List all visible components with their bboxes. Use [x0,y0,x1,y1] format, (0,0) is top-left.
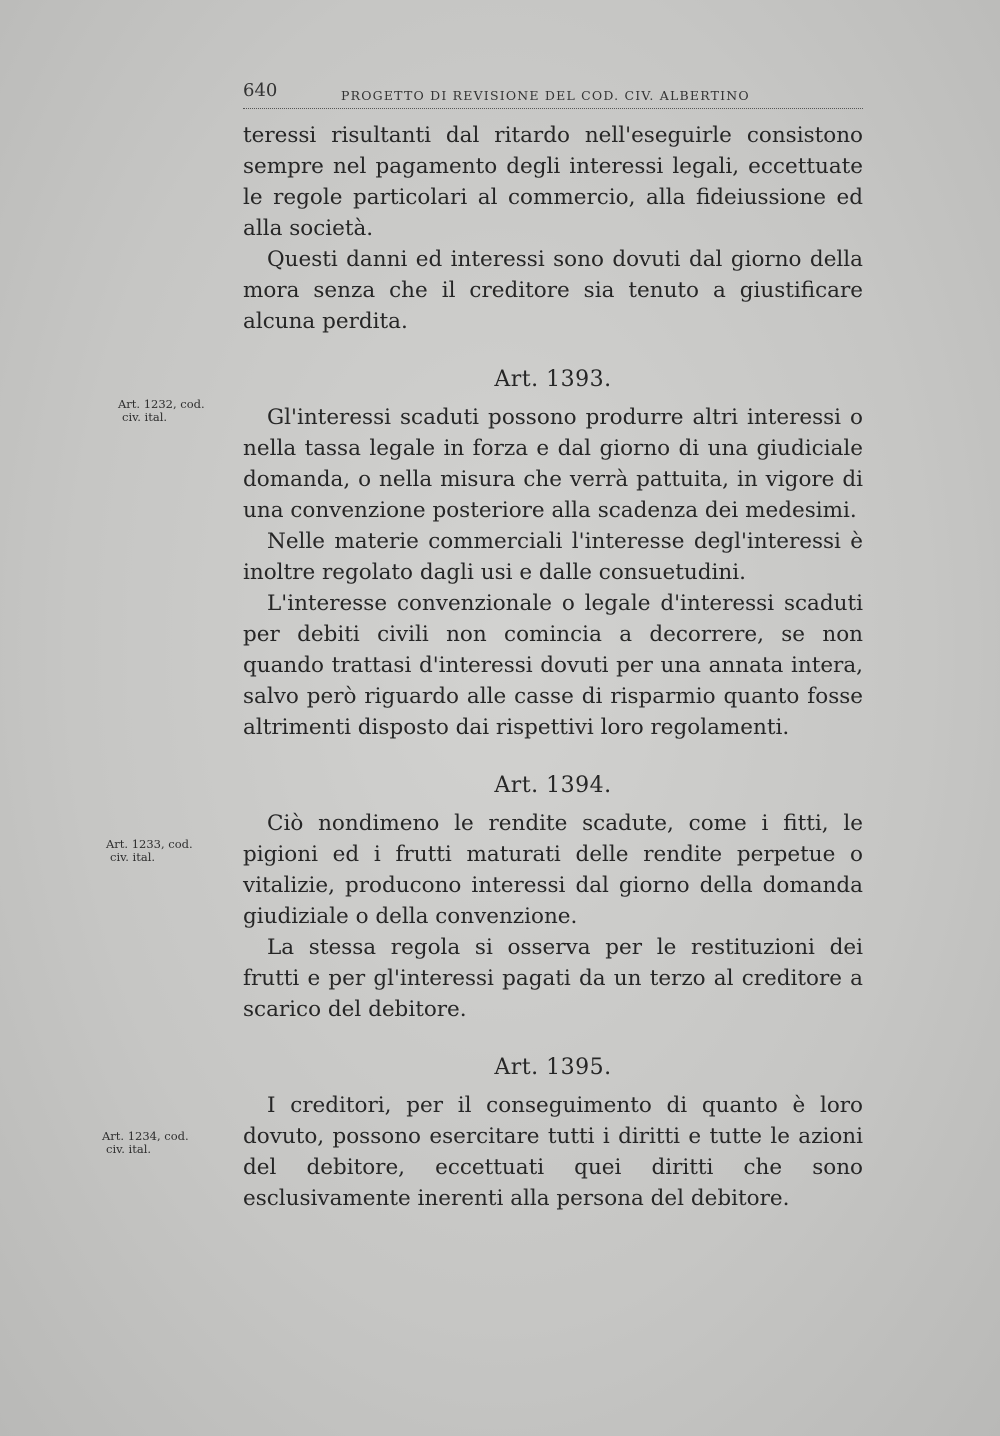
paragraph: Questi danni ed interessi sono dovuti dal giorno della mora senza che il creditore sia tenuto a giustificare alcuna perdita. [243,247,863,334]
margin-note-line2: civ. ital. [106,1142,152,1156]
paragraph: I creditori, per il conseguimento di quanto è loro dovuto, possono esercitare tutti i diritti e tutte le azioni del debitore, eccettuati quei diritti che sono esclusivamente inerenti alla persona del debitore. [243,1093,863,1211]
paragraph: Ciò nondimeno le rendite scadute, come i fitti, le pigioni ed i frutti maturati delle rendite perpetue o vitalizie, producono interessi dal giorno della domanda giudiziale o della convenzione. [243,811,863,929]
margin-note-line2: civ. ital. [122,410,168,424]
running-title: PROGETTO DI REVISIONE DEL COD. CIV. ALBERTINO [341,88,750,103]
article-heading: Art. 1394. [494,773,612,798]
page-header [243,74,863,109]
margin-note-line2: civ. ital. [110,850,156,864]
paragraph: La stessa regola si osserva per le restituzioni dei frutti e per gl'interessi pagati da un terzo al creditore a scarico del debitore. [243,935,863,1022]
page-number: 640 [243,80,278,101]
paragraph: L'interesse convenzionale o legale d'interessi scaduti per debiti civili non comincia a decorrere, se non quando trattasi d'interessi dovuti per una annata intera, salvo però riguardo alle casse di risparmio quanto fosse altrimenti disposto dai rispettivi loro regolamenti. [243,591,863,740]
article-heading: Art. 1395. [494,1055,612,1080]
article-heading: Art. 1393. [494,367,612,392]
margin-note-art-1393 [118,398,228,424]
body-text [243,120,863,1214]
margin-note-art-1394 [106,838,216,864]
paragraph: Gl'interessi scaduti possono produrre altri interessi o nella tassa legale in forza e dal giorno di una giudiciale domanda, o nella misura che verrà pattuita, in vigore di una convenzione posteriore alla scadenza dei medesimi. [243,405,863,523]
paragraph: Nelle materie commerciali l'interesse degl'interessi è inoltre regolato dagli usi e dalle consuetudini. [243,529,863,585]
margin-note-line1: Art. 1233, cod. [106,837,193,851]
paragraph: teressi risultanti dal ritardo nell'eseguirle consistono sempre nel pagamento degli interessi legali, eccettuate le regole particolari al commercio, alla fideiussione ed alla società. [243,123,863,241]
margin-note-line1: Art. 1234, cod. [102,1129,189,1143]
margin-note-line1: Art. 1232, cod. [118,397,205,411]
margin-note-art-1395 [102,1130,212,1156]
